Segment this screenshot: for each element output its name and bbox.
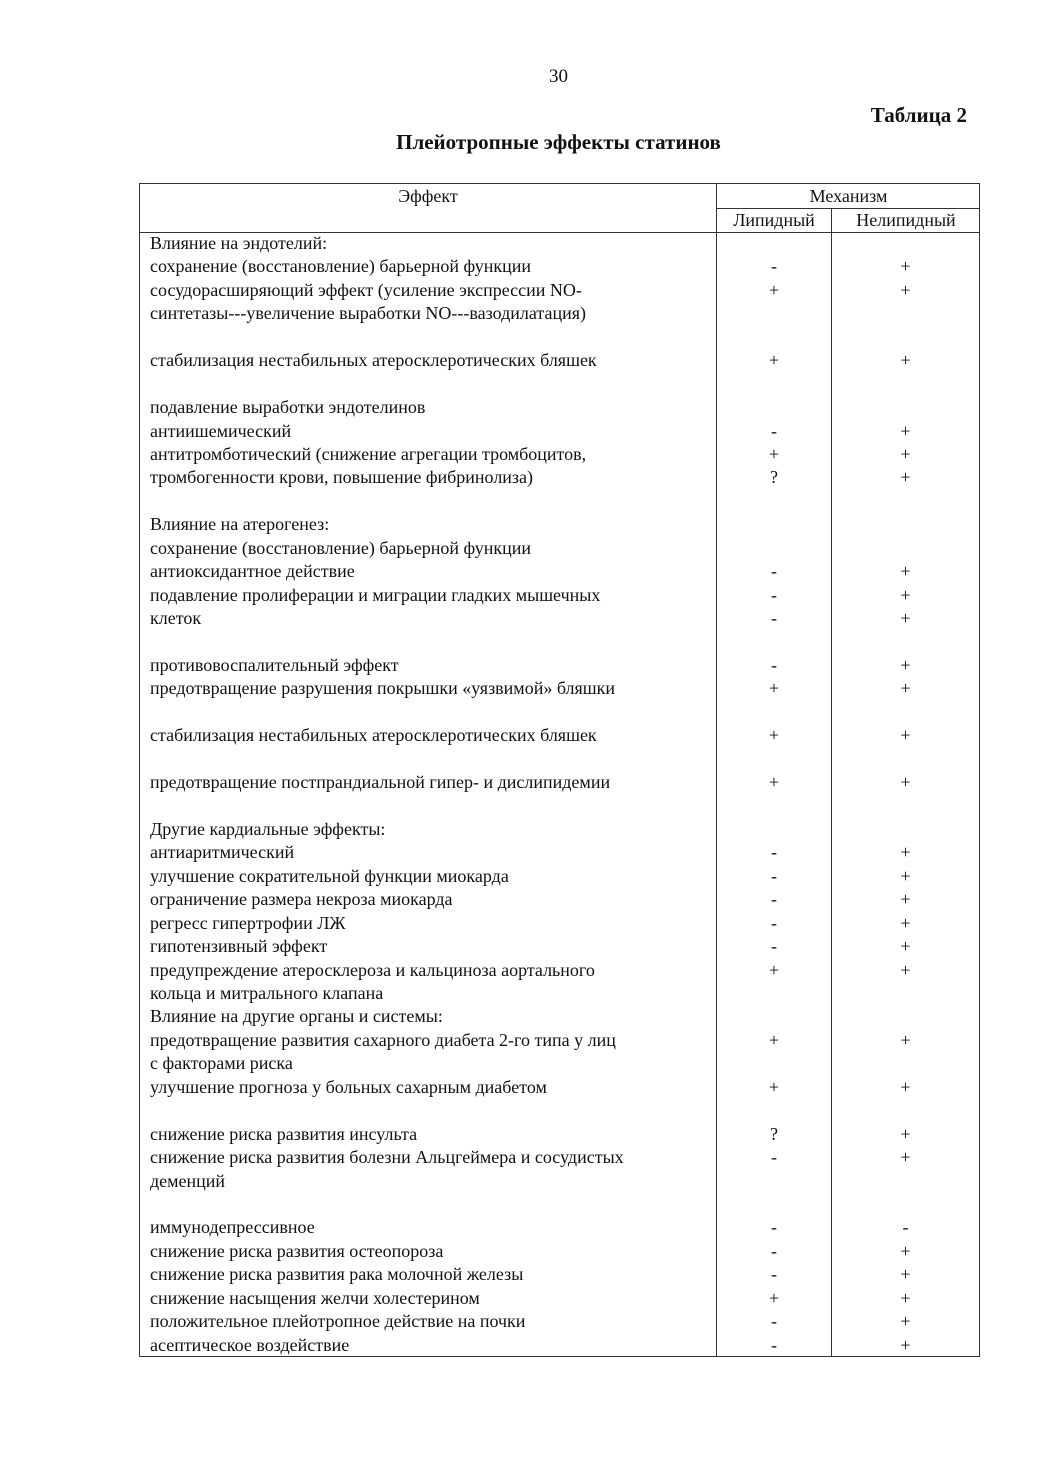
header-mechanism: Механизм: [809, 186, 888, 206]
lipid-cell: -: [771, 842, 777, 863]
effect-cell: деменций: [150, 1170, 226, 1191]
table-row: [140, 724, 979, 747]
table-row: [140, 279, 979, 302]
page-number: 30: [549, 66, 568, 87]
table-row: [140, 841, 979, 864]
statin-effects-table: [139, 183, 980, 1357]
header-effect: Эффект: [398, 186, 458, 206]
lipid-cell: +: [768, 1076, 780, 1097]
nonlipid-cell: +: [900, 959, 911, 980]
lipid-cell: -: [771, 936, 777, 957]
lipid-cell: +: [768, 772, 780, 793]
table-row: [140, 560, 979, 583]
table-row: [140, 1005, 979, 1028]
nonlipid-cell: +: [900, 584, 911, 605]
lipid-cell: +: [768, 350, 780, 371]
lipid-cell: +: [768, 1287, 780, 1308]
header-nonlipid: Нелипидный: [856, 210, 956, 230]
effect-cell: антиаритмический: [150, 842, 295, 863]
nonlipid-cell: +: [900, 1334, 911, 1355]
effect-cell: снижение риска развития болезни Альцгеймера и сосудистых: [150, 1147, 624, 1168]
table-row: [140, 771, 979, 794]
table-row: [140, 255, 979, 278]
effect-cell: регресс гипертрофии ЛЖ: [150, 912, 346, 933]
effect-cell: Влияние на атерогенез:: [150, 514, 330, 535]
table-row: [140, 818, 979, 841]
effect-cell: гипотензивный эффект: [150, 936, 328, 957]
lipid-cell: +: [768, 443, 780, 464]
table-row: [140, 1170, 979, 1193]
table-row: [140, 1240, 979, 1263]
effect-cell: предупреждение атеросклероза и кальциноза аортального: [150, 959, 595, 980]
nonlipid-cell: +: [900, 842, 911, 863]
table-row: [140, 795, 979, 818]
nonlipid-cell: +: [900, 420, 911, 441]
effect-cell: с факторами риска: [150, 1053, 293, 1074]
effect-cell: подавление выработки эндотелинов: [150, 397, 426, 418]
nonlipid-cell: +: [900, 889, 911, 910]
nonlipid-cell: -: [902, 1217, 909, 1238]
nonlipid-cell: +: [900, 1264, 911, 1285]
nonlipid-cell: +: [900, 443, 911, 464]
table-row: [140, 912, 979, 935]
nonlipid-cell: +: [900, 772, 911, 793]
nonlipid-cell: +: [900, 725, 911, 746]
table-row: [140, 232, 979, 255]
effect-cell: ограничение размера некроза миокарда: [150, 889, 453, 910]
lipid-cell: +: [768, 1029, 780, 1050]
table-row: [140, 349, 979, 372]
table-body: [140, 232, 979, 1357]
nonlipid-cell: +: [900, 350, 911, 371]
nonlipid-cell: +: [900, 1076, 911, 1097]
lipid-cell: -: [771, 256, 777, 277]
effect-cell: синтетазы---увеличение выработки NO---вазодилатация): [150, 303, 587, 324]
nonlipid-cell: +: [900, 1123, 911, 1144]
nonlipid-cell: +: [900, 256, 911, 277]
table-row: [140, 1123, 979, 1146]
effect-cell: предотвращение развития сахарного диабета 2-го типа у лиц: [150, 1029, 616, 1050]
effect-cell: антиишемический: [150, 420, 292, 441]
effect-cell: улучшение прогноза у больных сахарным диабетом: [150, 1076, 547, 1097]
table-row: [140, 1334, 979, 1357]
table-row: [140, 654, 979, 677]
lipid-cell: +: [768, 678, 780, 699]
table-row: [140, 1216, 979, 1239]
effect-cell: предотвращение разрушения покрышки «уязвимой» бляшки: [150, 678, 616, 699]
lipid-cell: -: [771, 654, 777, 675]
nonlipid-cell: +: [900, 1240, 911, 1261]
lipid-cell: ?: [770, 1123, 778, 1144]
table-row: [140, 959, 979, 982]
table-row: [140, 537, 979, 560]
effect-cell: Влияние на другие органы и системы:: [150, 1006, 443, 1027]
table-row: [140, 935, 979, 958]
effect-cell: снижение насыщения желчи холестерином: [150, 1287, 480, 1308]
nonlipid-cell: +: [900, 678, 911, 699]
table-row: [140, 630, 979, 653]
table-row: [140, 443, 979, 466]
effect-cell: иммунодепрессивное: [150, 1217, 315, 1238]
effect-cell: антитромботический (снижение агрегации тромбоцитов,: [150, 443, 587, 464]
effect-cell: клеток: [150, 608, 202, 628]
effect-cell: снижение риска развития инсульта: [150, 1123, 418, 1144]
table-label: Таблица 2: [870, 103, 967, 127]
effect-cell: снижение риска развития рака молочной железы: [150, 1264, 524, 1285]
lipid-cell: +: [768, 959, 780, 980]
effect-cell: снижение риска развития остеопороза: [150, 1240, 444, 1261]
table-row: [140, 865, 979, 888]
table-row: [140, 607, 979, 630]
effect-cell: предотвращение постпрандиальной гипер- и дислипидемии: [150, 772, 611, 793]
effect-cell: сохранение (восстановление) барьерной функции: [150, 537, 531, 558]
nonlipid-cell: +: [900, 1287, 911, 1308]
table-row: [140, 513, 979, 536]
lipid-cell: -: [771, 1334, 777, 1355]
lipid-cell: -: [771, 1240, 777, 1261]
table-row: [140, 490, 979, 513]
effect-cell: улучшение сократительной функции миокарда: [150, 865, 509, 886]
effect-cell: Другие кардиальные эффекты:: [150, 818, 386, 839]
effect-cell: стабилизация нестабильных атеросклеротических бляшек: [150, 350, 597, 371]
effect-cell: положительное плейотропное действие на почки: [150, 1311, 526, 1332]
lipid-cell: -: [771, 420, 777, 441]
effect-cell: подавление пролиферации и миграции гладких мышечных: [150, 584, 601, 605]
lipid-cell: ?: [770, 467, 778, 488]
table-title: Плейотропные эффекты статинов: [396, 130, 721, 154]
nonlipid-cell: +: [900, 936, 911, 957]
nonlipid-cell: +: [900, 1147, 911, 1168]
effect-cell: кольца и митрального клапана: [150, 983, 384, 1003]
lipid-cell: -: [771, 1311, 777, 1332]
table-row: [140, 982, 979, 1005]
effect-cell: антиоксидантное действие: [150, 561, 355, 582]
table-row: [140, 420, 979, 443]
effect-cell: тромбогенности крови, повышение фибринолиза): [150, 467, 534, 488]
table-row: [140, 888, 979, 911]
table-row: [140, 1052, 979, 1075]
table-row: [140, 396, 979, 419]
nonlipid-cell: +: [900, 865, 911, 886]
table-row: [140, 1099, 979, 1122]
lipid-cell: -: [771, 584, 777, 605]
table-row: [140, 326, 979, 349]
lipid-cell: -: [771, 608, 777, 628]
nonlipid-cell: +: [900, 654, 911, 675]
header-lipid: Липидный: [733, 210, 815, 230]
effect-cell: Влияние на эндотелий:: [150, 233, 328, 253]
nonlipid-cell: +: [900, 608, 911, 628]
nonlipid-cell: +: [900, 467, 911, 488]
table-row: [140, 1076, 979, 1099]
table-row: [140, 1263, 979, 1286]
lipid-cell: -: [771, 1147, 777, 1168]
table-row: [140, 701, 979, 724]
effect-cell: стабилизация нестабильных атеросклеротических бляшек: [150, 725, 597, 746]
lipid-cell: -: [771, 865, 777, 886]
lipid-cell: -: [771, 1264, 777, 1285]
effect-cell: сохранение (восстановление) барьерной функции: [150, 256, 531, 277]
table-row: [140, 748, 979, 771]
lipid-cell: -: [771, 912, 777, 933]
nonlipid-cell: +: [900, 1311, 911, 1332]
effect-cell: асептическое воздействие: [150, 1334, 350, 1355]
table-row: [140, 1029, 979, 1052]
table-row: [140, 373, 979, 396]
table-row: [140, 302, 979, 325]
lipid-cell: +: [768, 725, 780, 746]
lipid-cell: +: [768, 279, 780, 300]
table-row: [140, 584, 979, 607]
lipid-cell: -: [771, 1217, 777, 1238]
lipid-cell: -: [771, 889, 777, 910]
table-row: [140, 1287, 979, 1310]
effect-cell: противовоспалительный эффект: [150, 654, 399, 675]
table-row: [140, 1146, 979, 1169]
lipid-cell: -: [771, 561, 777, 582]
nonlipid-cell: +: [900, 279, 911, 300]
nonlipid-cell: +: [900, 912, 911, 933]
table-row: [140, 1310, 979, 1333]
table-row: [140, 466, 979, 489]
effect-cell: сосудорасширяющий эффект (усиление экспрессии NO-: [150, 279, 582, 300]
table-row: [140, 1193, 979, 1216]
nonlipid-cell: +: [900, 561, 911, 582]
table-row: [140, 677, 979, 700]
nonlipid-cell: +: [900, 1029, 911, 1050]
